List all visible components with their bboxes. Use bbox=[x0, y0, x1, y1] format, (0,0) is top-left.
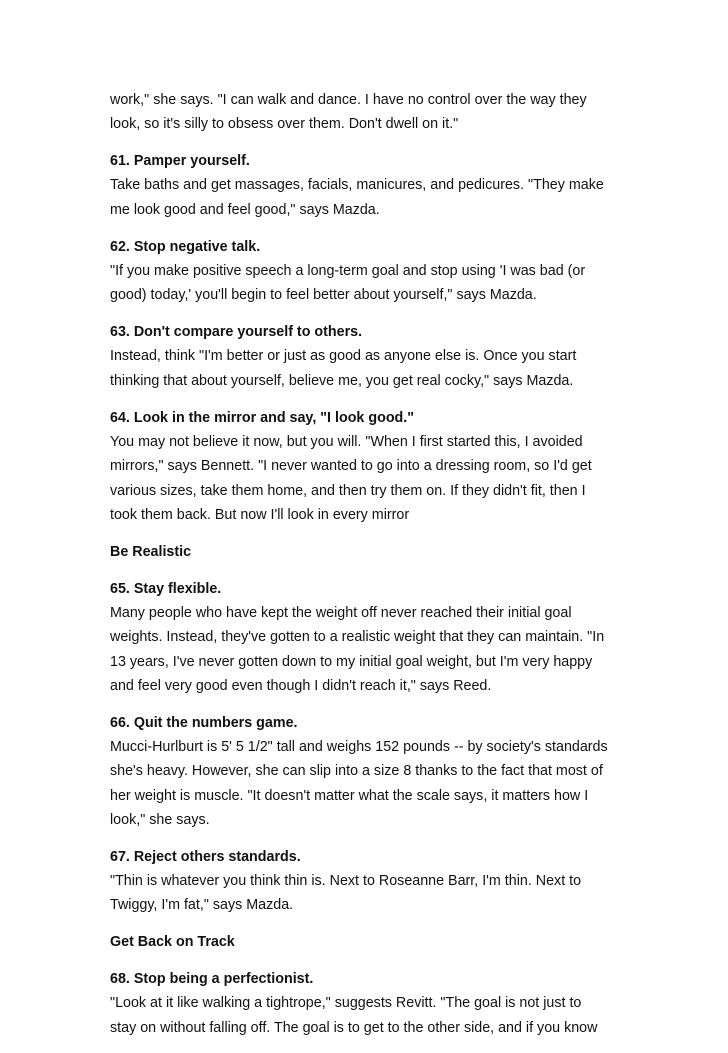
document-page bbox=[110, 88, 630, 1053]
tip-heading: 65. Stay flexible. bbox=[110, 580, 222, 597]
text-line: Many people who have kept the weight off never reached their initial goal bbox=[110, 604, 572, 621]
tip-heading: 67. Reject others standards. bbox=[110, 848, 301, 865]
tip-block bbox=[110, 406, 630, 527]
text-line: good) today,' you'll begin to feel better about yourself," says Mazda. bbox=[110, 287, 537, 304]
tip-heading: 66. Quit the numbers game. bbox=[110, 714, 298, 731]
section-block bbox=[110, 930, 630, 954]
text-line: "Thin is whatever you think thin is. Next to Roseanne Barr, I'm thin. Next to bbox=[110, 873, 582, 890]
text-line: stay on without falling off. The goal is to get to the other side, and if you know bbox=[110, 1019, 598, 1036]
text-line: mirrors," says Bennett. "I never wanted to go into a dressing room, so I'd get bbox=[110, 458, 592, 475]
text-line: "If you make positive speech a long-term goal and stop using 'I was bad (or bbox=[110, 262, 586, 279]
text-line: Instead, think "I'm better or just as good as anyone else is. Once you start bbox=[110, 348, 577, 365]
text-line: "Look at it like walking a tightrope," suggests Revitt. "The goal is not just to bbox=[110, 995, 582, 1012]
text-line: 13 years, I've never gotten down to my initial goal weight, but I'm very happy bbox=[110, 653, 593, 670]
tip-block bbox=[110, 577, 630, 698]
section-heading: Be Realistic bbox=[110, 543, 192, 560]
text-line: and feel very good even though I didn't reach it," says Reed. bbox=[110, 677, 492, 694]
text-line: various sizes, take them home, and then try them on. If they didn't fit, then I bbox=[110, 482, 586, 499]
paragraph-block bbox=[110, 88, 630, 137]
tip-block bbox=[110, 235, 630, 308]
text-line: work," she says. "I can walk and dance. I have no control over the way they bbox=[110, 92, 587, 108]
text-line: she's heavy. However, she can slip into a size 8 thanks to the fact that most of bbox=[110, 763, 603, 780]
tip-block bbox=[110, 967, 630, 1040]
tip-heading: 62. Stop negative talk. bbox=[110, 238, 261, 255]
text-line: Take baths and get massages, facials, manicures, and pedicures. "They make bbox=[110, 177, 604, 194]
text-line: look," she says. bbox=[110, 811, 210, 828]
text-line: Mucci-Hurlburt is 5' 5 1/2" tall and weighs 152 pounds -- by society's standards bbox=[110, 738, 608, 755]
text-line: Twiggy, I'm fat," says Mazda. bbox=[110, 897, 294, 914]
tip-block bbox=[110, 149, 630, 222]
tip-heading: 63. Don't compare yourself to others. bbox=[110, 324, 363, 341]
section-block bbox=[110, 540, 630, 564]
section-heading: Get Back on Track bbox=[110, 934, 235, 951]
text-line: weights. Instead, they've gotten to a realistic weight that they can maintain. "In bbox=[110, 629, 605, 646]
text-line: look, so it's silly to obsess over them. Don't dwell on it." bbox=[110, 116, 459, 133]
tip-heading: 64. Look in the mirror and say, "I look good." bbox=[110, 409, 415, 426]
text-line: me look good and feel good," says Mazda. bbox=[110, 201, 380, 218]
tip-heading: 61. Pamper yourself. bbox=[110, 153, 250, 170]
text-line: You may not believe it now, but you will. "When I first started this, I avoided bbox=[110, 433, 583, 450]
tip-block bbox=[110, 320, 630, 393]
text-line: her weight is muscle. "It doesn't matter what the scale says, it matters how I bbox=[110, 787, 589, 804]
tip-block bbox=[110, 845, 630, 918]
text-line: took them back. But now I'll look in every mirror bbox=[110, 506, 410, 523]
text-line: thinking that about yourself, believe me, you get real cocky," says Mazda. bbox=[110, 372, 574, 389]
tip-heading: 68. Stop being a perfectionist. bbox=[110, 971, 314, 988]
tip-block bbox=[110, 711, 630, 832]
